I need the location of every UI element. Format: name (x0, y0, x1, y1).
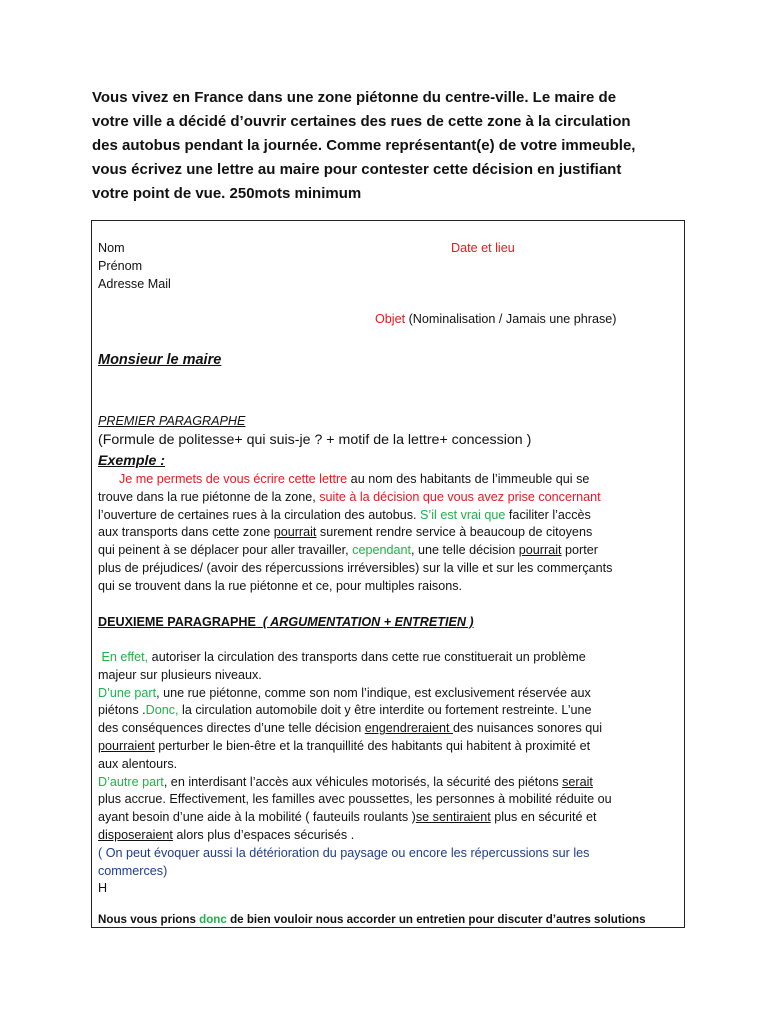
p1-text: aux transports dans cette zone (98, 525, 274, 540)
closing-line (98, 911, 646, 928)
p2-text: ( On peut évoquer aussi la détérioration du paysage ou encore les répercussions sur les (98, 845, 590, 860)
p2-text: H (98, 881, 108, 896)
p1-text: qui peinent à se déplacer pour aller travailler, (98, 543, 353, 558)
p2-title (98, 614, 474, 632)
p1-body (98, 471, 678, 596)
p2-text: majeur sur plusieurs niveaux. (98, 667, 262, 682)
p2-title-paren: ( ARGUMENTATION + ENTRETIEN ) (262, 615, 474, 629)
p1-text: qui se trouvent dans la rue piétonne et ce, pour multiples raisons. (98, 578, 463, 593)
prompt-line: votre ville a décidé d’ouvrir certaines des rues de cette zone à la circulation (92, 113, 631, 130)
exercise-prompt (92, 86, 692, 206)
p1-text: cependant (352, 543, 411, 558)
p1-text: faciliter l’accès (505, 507, 591, 522)
p1-text: pourrait (273, 525, 317, 540)
p2-text: ayant besoin d’une aide à la mobilité ( fauteuils roulants ) (98, 810, 416, 825)
p2-text: plus en sécurité et (490, 810, 597, 825)
p2-text: En effet, (101, 650, 149, 664)
p2-text: Donc, (145, 703, 179, 718)
p2-text: serait (562, 774, 593, 789)
p1-text: au nom des habitants de l’immeuble qui se (347, 472, 590, 486)
p2-text: se sentiraient (415, 810, 491, 825)
p2-title-text: DEUXIEME PARAGRAPHE (98, 615, 256, 629)
p2-text: alors plus d’espaces sécurisés . (172, 827, 355, 842)
p2-text: D’autre part (98, 774, 164, 789)
p1-text: Je me permets de vous écrire cette lettre (119, 472, 348, 486)
p2-text: plus accrue. Effectivement, les familles avec poussettes, les personnes à mobilité réduite ou (98, 792, 612, 807)
p1-text: l’ouverture de certaines rues à la circulation des autobus. (98, 507, 421, 522)
p2-text: engendreraient (364, 721, 453, 736)
p2-text: D’une part (98, 685, 157, 700)
prompt-line: vous écrivez une lettre au maire pour contester cette décision en justifiant (92, 161, 622, 178)
p1-text: porter (561, 543, 598, 558)
p2-text: aux alentours. (98, 756, 178, 771)
p2-text: disposeraient (98, 827, 173, 842)
closing-text: Nous vous prions (98, 913, 200, 926)
date-et-lieu: Date et lieu (451, 241, 515, 255)
prompt-line: Vous vivez en France dans une zone piétonne du centre-ville. Le maire de (92, 89, 617, 106)
exemple-label: Exemple : (98, 453, 166, 469)
p2-text: , une rue piétonne, comme son nom l’indique, est exclusivement réservée aux (156, 685, 591, 700)
p2-body (98, 649, 678, 898)
sender-prenom: Prénom (98, 258, 143, 273)
p1-text: , une telle décision (410, 543, 519, 558)
p2-text: des nuisances sonores qui (452, 721, 603, 736)
p1-title: PREMIER PARAGRAPHE (98, 414, 246, 428)
p2-text: pourraient (98, 738, 155, 753)
p2-text: la circulation automobile doit y être interdite ou fortement restreinte. L’une (178, 703, 592, 718)
p2-text: perturber le bien-être et la tranquillité des habitants qui habitent à proximité et (154, 738, 591, 753)
letter-template-box (91, 220, 685, 928)
sender-adresse: Adresse Mail (98, 276, 171, 291)
p1-text: suite à la décision que vous avez prise concernant (319, 489, 601, 504)
prompt-line: votre point de vue. 250mots minimum (92, 185, 362, 202)
p2-text: piétons . (98, 703, 146, 718)
prompt-line: des autobus pendant la journée. Comme représentant(e) de votre immeuble, (92, 137, 636, 154)
p1-text: trouve dans la rue piétonne de la zone, (98, 489, 320, 504)
objet-note: (Nominalisation / Jamais une phrase) (405, 312, 617, 326)
p1-text: S’il est vrai que (420, 507, 506, 522)
p1-text: plus de préjudices/ (avoir des répercussions irréversibles) sur la ville et sur les commerçants (98, 560, 613, 575)
objet-line (375, 311, 617, 329)
objet-label: Objet (375, 312, 406, 326)
closing-text: donc (199, 913, 227, 926)
p2-text: commerces) (98, 863, 168, 878)
sender-nom: Nom (98, 241, 125, 255)
p2-text: des conséquences directes d’une telle décision (98, 721, 365, 736)
p1-text: pourrait (518, 543, 562, 558)
p2-text: autoriser la circulation des transports dans cette rue constituerait un problème (148, 650, 586, 664)
p1-formula: (Formule de politesse+ qui suis-je ? + motif de la lettre+ concession ) (98, 432, 532, 448)
closing-text: de bien vouloir nous accorder un entretien pour discuter d’autres solutions (226, 913, 646, 926)
sender-block (98, 240, 171, 293)
p1-text: surement rendre service à beaucoup de citoyens (316, 525, 593, 540)
p2-text: , en interdisant l’accès aux véhicules motorisés, la sécurité des piétons (163, 774, 563, 789)
salutation: Monsieur le maire (98, 352, 222, 368)
